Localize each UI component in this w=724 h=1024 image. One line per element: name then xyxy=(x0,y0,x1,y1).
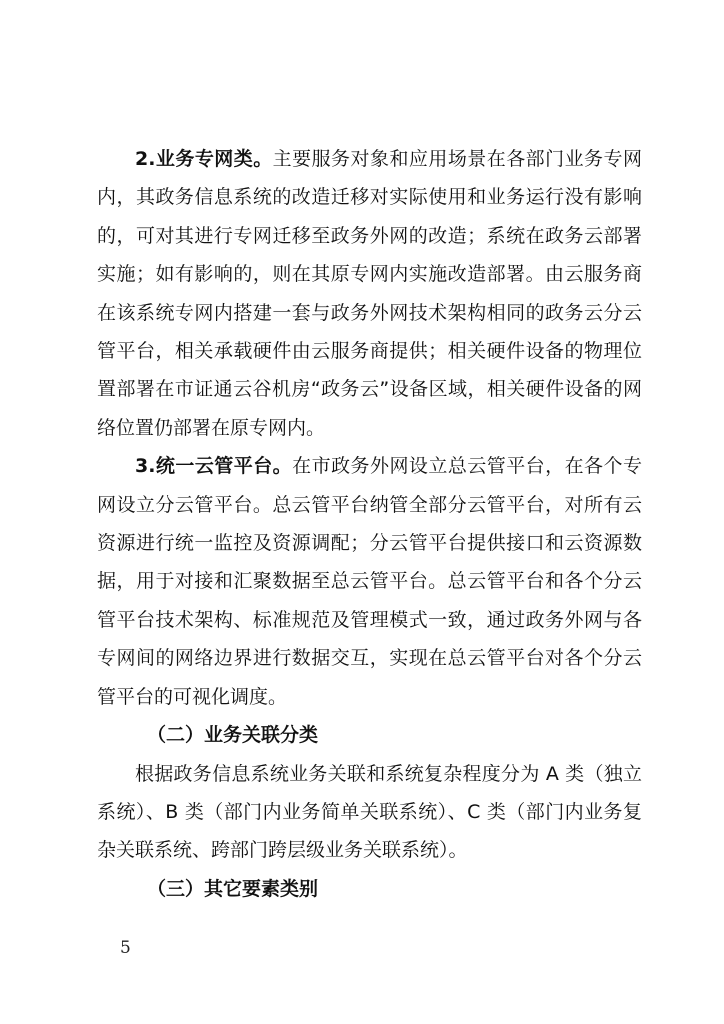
paragraph-cloud-platform xyxy=(97,447,642,716)
paragraph-lead: 2.业务专网类。 xyxy=(135,148,273,170)
page-number: 5 xyxy=(120,938,131,958)
paragraph-text: 在市政务外网设立总云管平台，在各个专网设立分云管平台。总云管平台纳管全部分云管平台，对所有云资源进行统一监控及资源调配；分云管平台提供接口和云资源数据，用于对接和汇聚数据至总云管平台。总云管平台和各个分云管平台技术架构、标准规范及管理模式一致，通过政务外网与各专网间的网络边界进行数据交互，实现在总云管平台对各个分云管平台的可视化调度。 xyxy=(97,455,642,708)
paragraph-business-classification: 根据政务信息系统业务关联和系统复杂程度分为 A 类（独立系统）、B 类（部门内业务简单关联系统）、C 类（部门内业务复杂关联系统、跨部门跨层级业务关联系统）。 xyxy=(97,762,642,862)
section-heading-other-elements: （三）其它要素类别 xyxy=(147,877,319,900)
paragraph-text: 主要服务对象和应用场景在各部门业务专网内，其政务信息系统的改造迁移对实际使用和业务运行没有影响的，可对其进行专网迁移至政务外网的改造；系统在政务云部署实施；如有影响的，则在其原专网内实施改造部署。由云服务商在该系统专网内搭建一套与政务外网技术架构相同的政务云分云管平台，相关承载硬件由云服务商提供；相关硬件设备的物理位置部署在市证通云谷机房“政务云”设备区域，相关硬件设备的网络位置仍部署在原专网内。 xyxy=(97,148,642,439)
paragraph-business-network xyxy=(97,140,642,447)
document-body xyxy=(97,140,642,908)
paragraph-lead: 3.统一云管平台。 xyxy=(135,455,293,478)
section-heading-business-classification: （二）业务关联分类 xyxy=(147,724,319,747)
